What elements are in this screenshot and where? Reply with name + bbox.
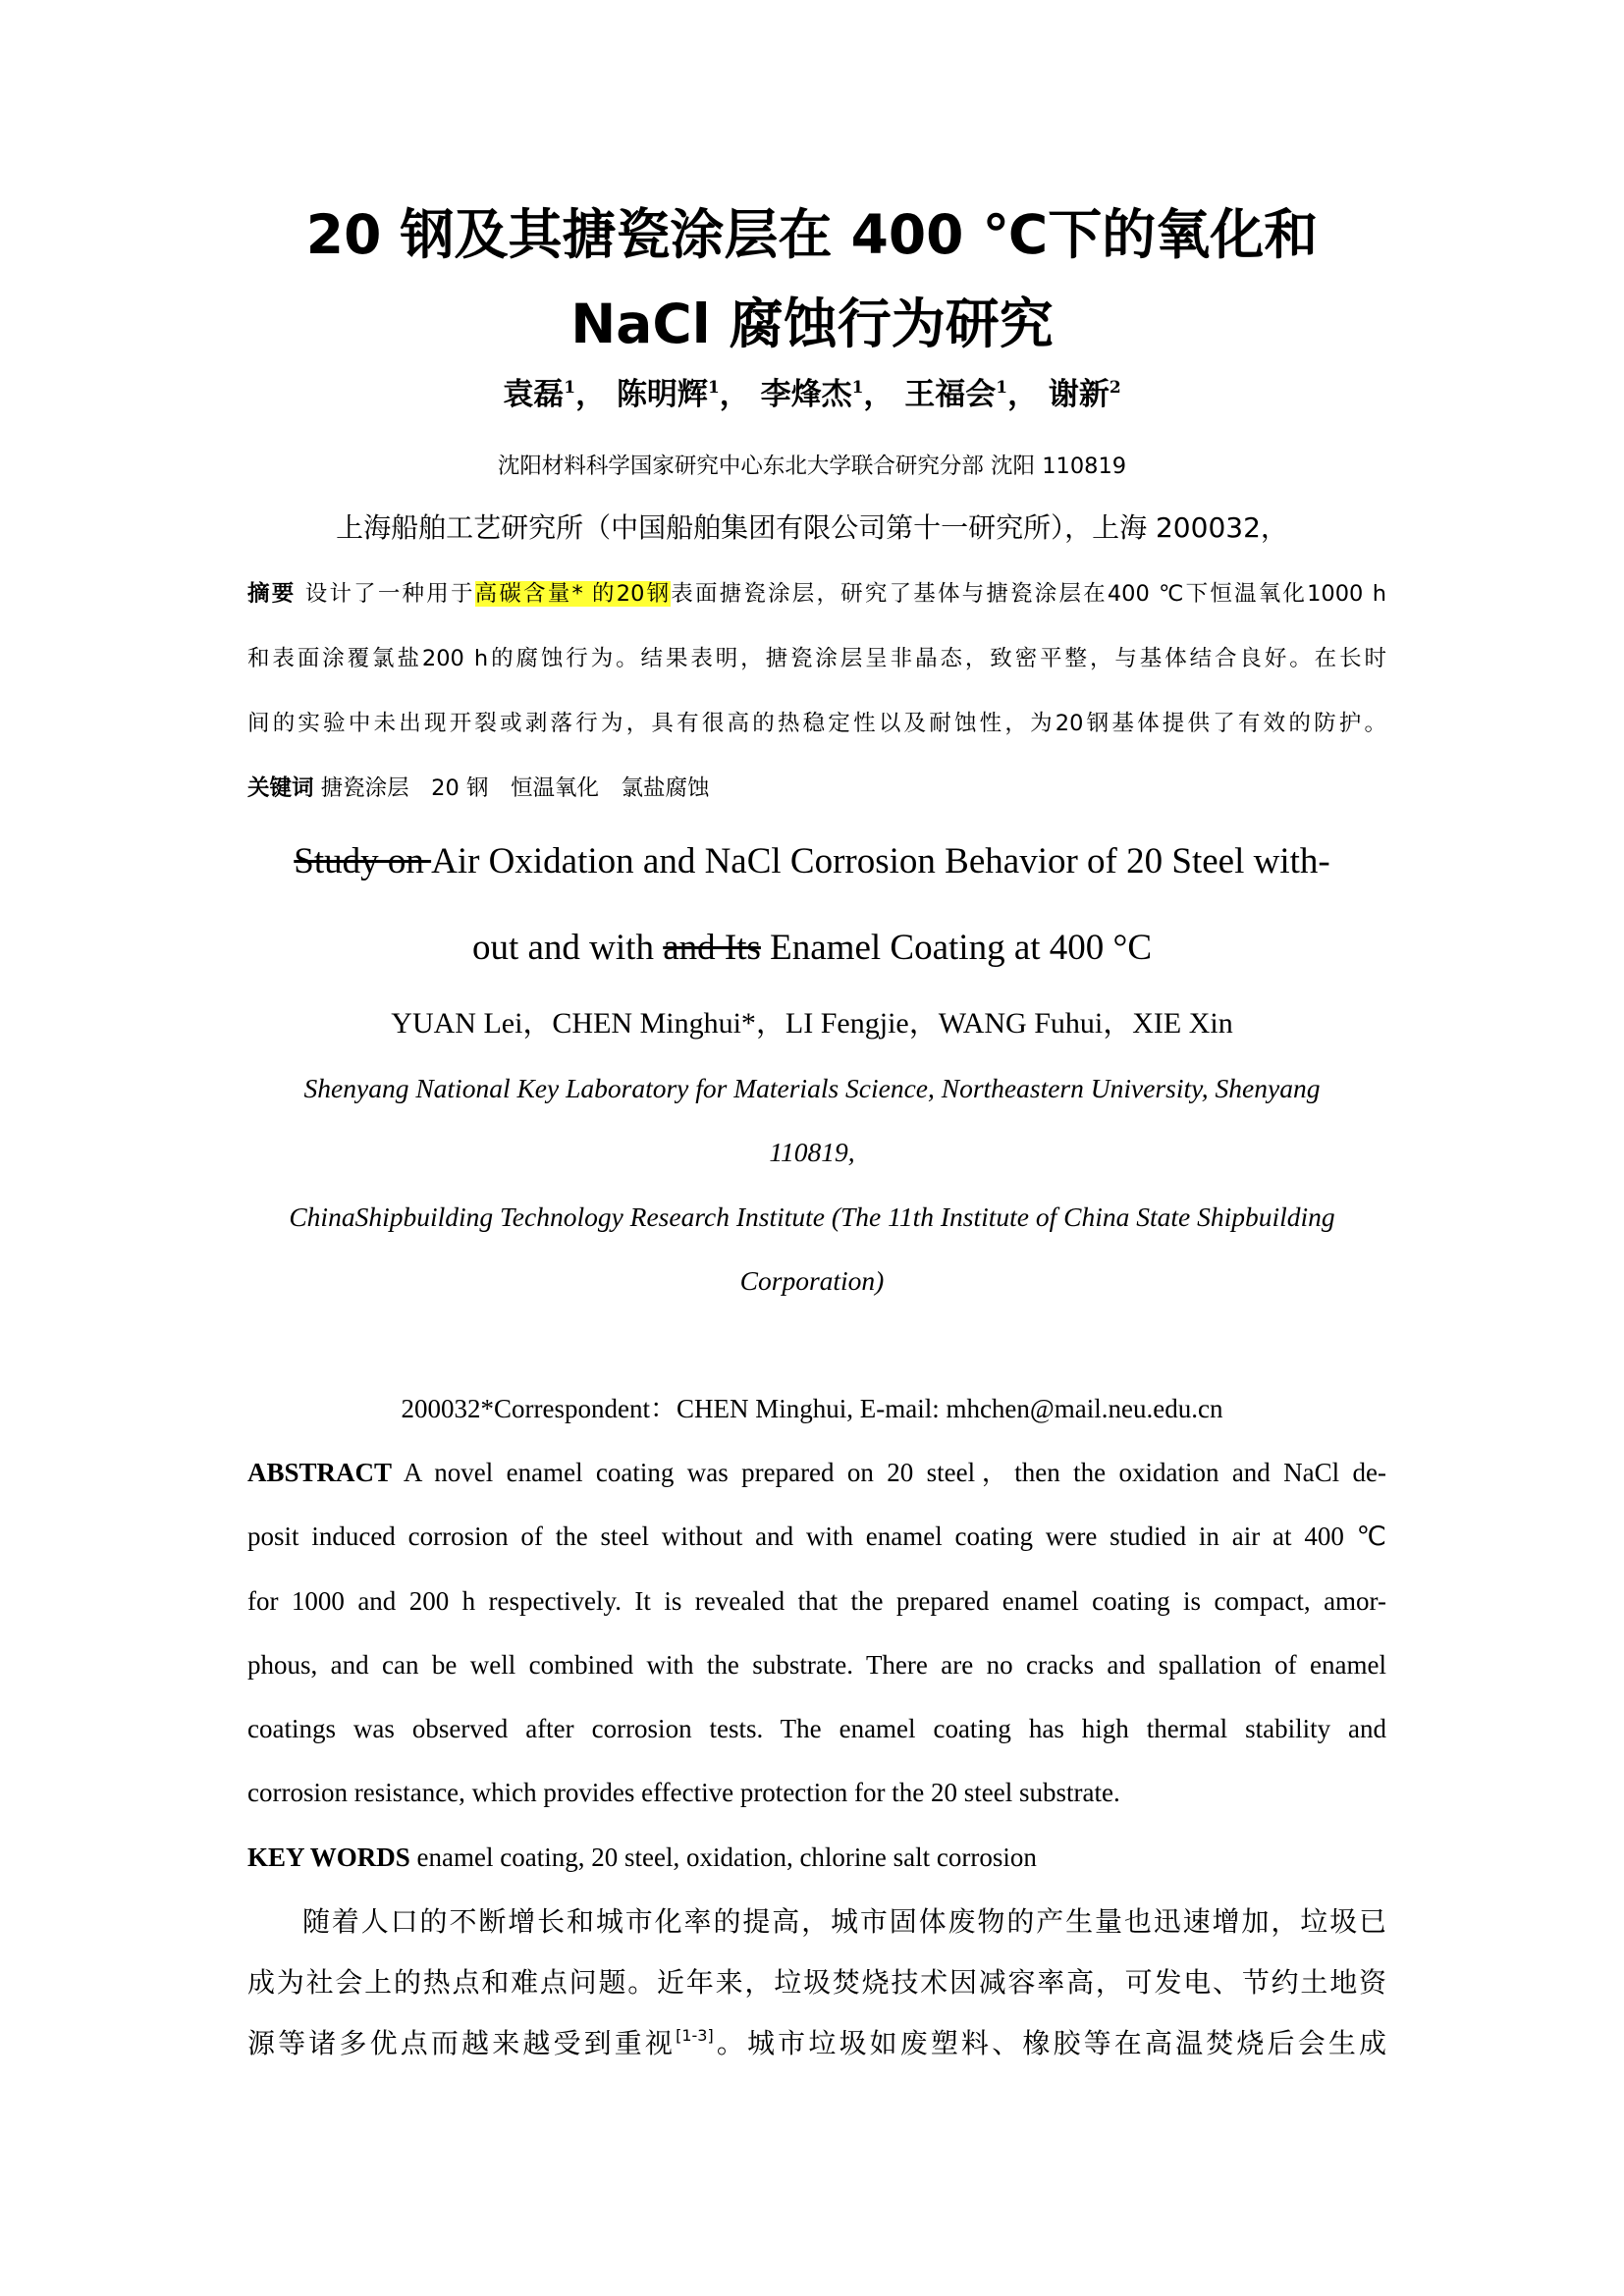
correspondent: 200032*Correspondent：CHEN Minghui, E-mail: mhchen@mail.neu.edu.cn (401, 1394, 1223, 1423)
abstract-en-label: ABSTRACT (247, 1458, 393, 1487)
abstract-cn-text: 设计了一种用于 (296, 581, 475, 607)
body-cn-line-3 (247, 2025, 1386, 2062)
abstract-cn-line-1 (247, 579, 1386, 609)
body-cn-text: 。城市垃圾如废塑料、橡胶等在高温焚烧后会生成 (713, 2027, 1386, 2059)
abstract-en-line-3: for 1000 and 200 h respectively. It is revealed that the prepared enamel coating is compact, amor- (247, 1586, 1386, 1616)
abstract-en-line-5: coatings was observed after corrosion tests. The enamel coating has high thermal stability and (247, 1714, 1386, 1743)
authors-en: YUAN Lei，CHEN Minghui*，LI Fengjie，WANG Fuhui，XIE Xin (391, 1007, 1233, 1040)
affiliation-cn-2: 上海船舶工艺研究所（中国船舶集团有限公司第十一研究所），上海 200032， (336, 511, 1288, 544)
author-name: 李烽杰 (760, 377, 852, 412)
affiliation-cn-1: 沈阳材料科学国家研究中心东北大学联合研究分部 沈阳 110819 (497, 454, 1127, 479)
author-name: 袁磊 (503, 377, 565, 412)
affiliation-en-1: Shenyang National Key Laboratory for Materials Science, Northeastern University, Shenyang (303, 1073, 1321, 1103)
author-affil: 1 (707, 378, 720, 398)
title-en-line-2 (147, 927, 1477, 970)
abstract-en-line-4: phous, and can be well combined with the substrate. There are no cracks and spallation of enamel (247, 1650, 1386, 1680)
author-affil: 2 (1109, 378, 1121, 398)
title-line-2: NaCl 腐蚀行为研究 (570, 293, 1054, 355)
title-line-1: 20 钢及其搪瓷涂层在 400 ℃下的氧化和 (305, 203, 1319, 266)
author-affil: 1 (996, 378, 1008, 398)
author-name: 谢新 (1048, 377, 1110, 412)
citation-ref: [1-3] (676, 2026, 714, 2045)
keywords-en-text: enamel coating, 20 steel, oxidation, chlorine salt corrosion (409, 1842, 1037, 1872)
author-affil: 1 (851, 378, 864, 398)
struck-text: Study on (294, 841, 432, 881)
title-en-line-1 (147, 840, 1477, 883)
highlighted-text: 高碳含量* 的20钢 (474, 581, 672, 607)
keywords-cn (247, 774, 709, 803)
abstract-en-text: A novel enamel coating was prepared on 20 steel，then the oxidation and NaCl de- (392, 1458, 1386, 1487)
struck-text: and Its (663, 928, 761, 968)
abstract-cn-label: 摘要 (247, 581, 297, 607)
body-cn-line-1: 随着人口的不断增长和城市化率的提高，城市固体废物的产生量也迅速增加，垃圾已 (302, 1905, 1386, 1938)
keywords-en-label: KEY WORDS (247, 1842, 410, 1872)
abstract-cn-line-2: 和表面涂覆氯盐200 h的腐蚀行为。结果表明，搪瓷涂层呈非晶态，致密平整，与基体结合良好。在长时 (247, 646, 1386, 671)
authors-cn: 袁磊$^1$， 陈明辉$^1$， 李烽杰$^1$， 王福会$^1$， 谢新$^2$ (503, 377, 1121, 412)
title-en-text: out and with (471, 928, 664, 968)
affiliation-en-2: 110819, (769, 1137, 855, 1167)
keywords-cn-label: 关键词 (247, 775, 314, 801)
abstract-en-line-2: posit induced corrosion of the steel without and with enamel coating were studied in air at 400 ℃ (247, 1522, 1386, 1551)
author-name: 王福会 (904, 377, 997, 412)
affiliation-en-3: ChinaShipbuilding Technology Research Institute (The 11th Institute of China State Shipbuilding (289, 1201, 1335, 1232)
abstract-en-line-6: corrosion resistance, which provides effective protection for the 20 steel substrate. (247, 1778, 1120, 1807)
title-en-text: Air Oxidation and NaCl Corrosion Behavior of 20 Steel with- (431, 841, 1330, 881)
title-en-text: Enamel Coating at 400 °C (760, 928, 1152, 968)
keywords-en (247, 1840, 1037, 1875)
abstract-cn-line-3: 间的实验中未出现开裂或剥落行为，具有很高的热稳定性以及耐蚀性，为20钢基体提供了有效的防护。 (247, 711, 1386, 736)
abstract-cn-text: 表面搪瓷涂层，研究了基体与搪瓷涂层在400 ℃下恒温氧化1000 h (671, 581, 1386, 607)
author-name: 陈明辉 (616, 377, 708, 412)
affiliation-en-4: Corporation) (739, 1265, 885, 1296)
body-cn-line-2: 成为社会上的热点和难点问题。近年来，垃圾焚烧技术因减容率高，可发电、节约土地资 (247, 1966, 1386, 1999)
author-affil: 1 (564, 378, 576, 398)
abstract-en-line-1 (247, 1455, 1386, 1490)
body-cn-text: 源等诸多优点而越来越受到重视 (247, 2027, 677, 2059)
keywords-cn-text: 搪瓷涂层 20 钢 恒温氧化 氯盐腐蚀 (313, 775, 710, 801)
